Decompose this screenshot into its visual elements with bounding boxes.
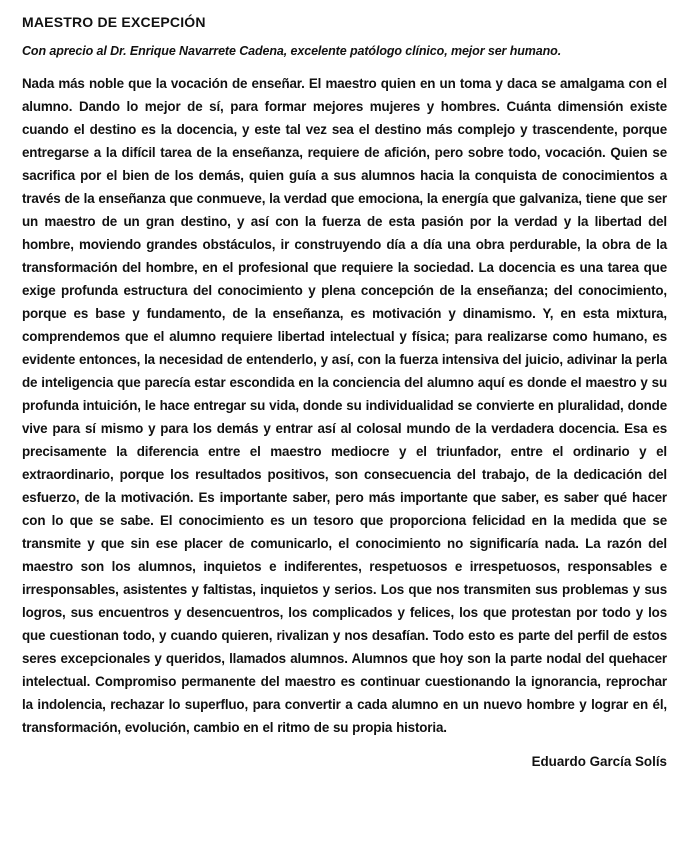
author-signature: Eduardo García Solís xyxy=(531,754,667,769)
dedication-line: Con aprecio al Dr. Enrique Navarrete Cadena, excelente patólogo clínico, mejor ser humano. xyxy=(22,44,562,58)
document-title: MAESTRO DE EXCEPCIÓN xyxy=(22,14,206,30)
body-paragraph: Nada más noble que la vocación de enseñar. El maestro quien en un toma y daca se amalgama con el alumno. Dando lo mejor de sí, para formar mejores mujeres y hombres. Cuánta dimensión existe cuando el destino es la docencia, y este tal vez sea el destino más complejo y trascendente, porque entregarse a la difícil tarea de la enseñanza, requiere de afición, pero sobre todo, vocación. Quien se sacrifica por el bien de los demás, quien guía a sus alumnos hacia la conquista de conocimientos a través de la enseñanza que conmueve, la verdad que emociona, la energía que galvaniza, tiene que ser un maestro de un gran destino, y así con la fuerza de esta pasión por la verdad y la libertad del hombre, moviendo grandes obstáculos, ir construyendo día a día una obra perdurable, la obra de la transformación del hombre, en el profesional que requiere la sociedad. La docencia es una tarea que exige profunda estructura del conocimiento y plena concepción de la enseñanza; del conocimiento, porque es base y fundamento, de la enseñanza, es motivación y dinamismo. Y, en esta mixtura, comprendemos que el alumno requiere libertad intelectual y física; para realizarse como humano, es evidente entonces, la necesidad de entenderlo, y así, con la fuerza intensiva del juicio, adivinar la perla de inteligencia que parecía estar escondida en la conciencia del alumno aquí es donde el maestro y su profunda intuición, le hace entregar su vida, donde su individualidad se convierte en pluralidad, donde vive para sí mismo y para los demás y entrar así al colosal mundo de la verdadera docencia. Esa es precisamente la diferencia entre el maestro mediocre y el triunfador, entre el ordinario y el extraordinario, porque los resultados positivos, son consecuencia del trabajo, de la dedicación del esfuerzo, de la motivación. Es importante saber, pero más importante que saber, es saber qué hacer con lo que se sabe. El conocimiento es un tesoro que proporciona felicidad en la medida que se transmite y que sin ese placer de comunicarlo, el conocimiento no significaría nada. La razón del maestro son los alumnos, inquietos e indiferentes, respetuosos e irrespetuosos, responsables e irresponsables, asistentes y faltistas, inquietos y serios. Los que nos transmiten sus problemas y sus logros, sus encuentros y desencuentros, los complicados y felices, los que protestan por todo y los que cuestionan todo, y cuando quieren, rivalizan y nos desafían. Todo esto es parte del perfil de estos seres excepcionales y queridos, llamados alumnos. Alumnos que hoy son la parte nodal del quehacer intelectual. Compromiso permanente del maestro es continuar cuestionando la ignorancia, reprochar la indolencia, rechazar lo superfluo, para convertir a cada alumno en un nuevo hombre y lograr en él, transformación, evolución, cambio en el ritmo de su propia historia. xyxy=(22,76,667,735)
document-page xyxy=(22,14,667,769)
